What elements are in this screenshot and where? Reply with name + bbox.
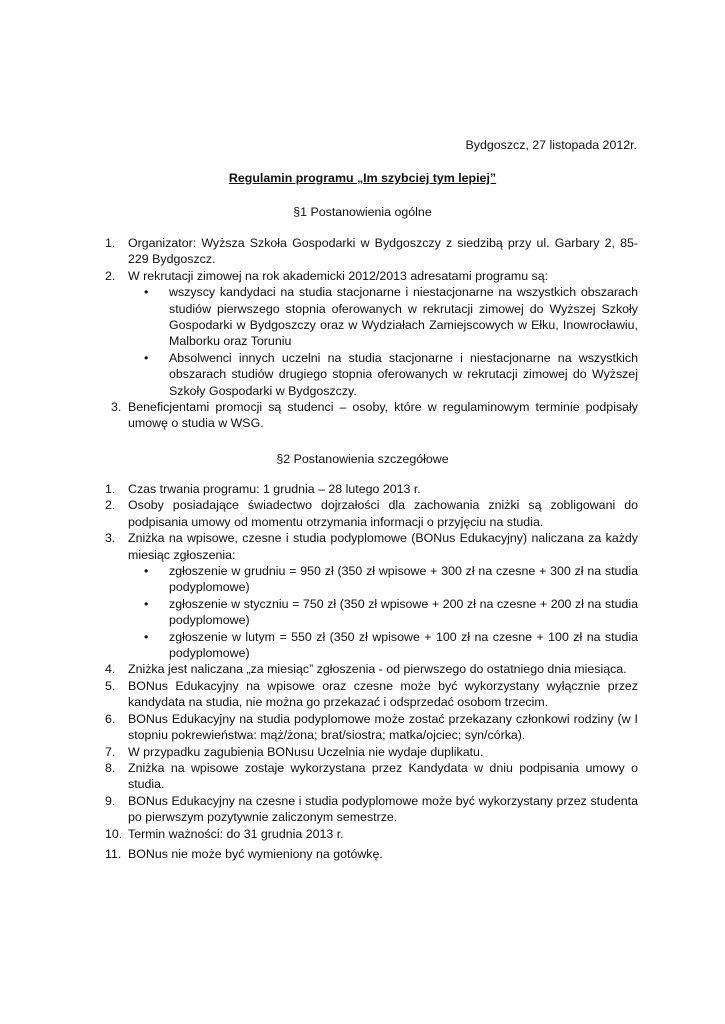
item-text: Organizator: Wyższa Szkoła Gospodarki w Bydgoszczy z siedzibą przy ul. Garbary 2, 85-229 Bydgoszcz. — [128, 236, 638, 267]
item-number: 11. — [105, 846, 122, 861]
item-text: Zniżka na wpisowe, czesne i studia podyplomowe (BONus Edukacyjny) naliczana za każdy miesiąc zgłoszenia: — [128, 531, 638, 562]
section-1-list — [105, 235, 638, 432]
bullet-item — [128, 629, 638, 662]
bullet-icon: • — [144, 564, 149, 579]
item-text: Czas trwania programu: 1 grudnia – 28 lutego 2013 r. — [128, 482, 421, 496]
item-text: BONus Edukacyjny na studia podyplomowe może zostać przekazany członkowi rodziny (w I stopniu pokrewieństwa: mąż/żona; brat/siostra; matka/ojciec; syn/córka). — [128, 711, 638, 743]
item-text: BONus Edukacyjny na wpisowe oraz czesne może być wykorzystany wyłącznie przez kandydata na studia, nie można go przekazać i odsprzedać osobom trzecim. — [128, 678, 638, 710]
item-number: 7. — [105, 744, 116, 759]
bullet-text: zgłoszenie w lutym = 550 zł (350 zł wpisowe + 100 zł na czesne + 100 zł na studia podyplomowe) — [169, 629, 638, 661]
bullet-item — [128, 350, 638, 399]
item-number: 3. — [111, 400, 122, 415]
item-text: BONus nie może być wymieniony na gotówkę. — [128, 846, 383, 861]
bullet-icon: • — [144, 285, 149, 300]
item-number: 4. — [105, 662, 116, 677]
item-number: 5. — [105, 678, 116, 693]
item-number: 2. — [105, 498, 116, 513]
bullet-item — [128, 563, 638, 596]
list-item — [105, 235, 638, 268]
item-text: Beneficjentami promocji są studenci – osoby, które w regulaminowym terminie podpisały umowę o studia w WSG. — [128, 400, 638, 431]
item-number: 3. — [105, 531, 116, 546]
list-item — [105, 481, 638, 497]
list-item — [105, 497, 638, 530]
item-number: 6. — [105, 711, 116, 726]
item-number: 2. — [105, 268, 116, 283]
list-item — [105, 661, 638, 677]
section-2-list — [105, 481, 638, 862]
list-item — [105, 826, 638, 842]
bullet-item — [128, 284, 638, 350]
item-text: W rekrutacji zimowej na rok akademicki 2012/2013 adresatami programu są: — [128, 268, 549, 283]
item-text: Termin ważności: do 31 grudnia 2013 r. — [128, 826, 344, 841]
item-number: 9. — [105, 793, 116, 808]
bullet-icon: • — [144, 350, 149, 365]
item-text: Zniżka na wpisowe zostaje wykorzystana przez Kandydata w dniu podpisania umowy o studia. — [128, 760, 638, 792]
list-item — [105, 744, 638, 760]
list-item — [105, 846, 638, 862]
item-text: Zniżka jest naliczana „za miesiąc” zgłoszenia - od pierwszego do ostatniego dnia miesiąca. — [128, 662, 627, 677]
bullet-list — [128, 284, 638, 399]
item-number: 10. — [105, 826, 123, 841]
item-number: 1. — [105, 236, 116, 250]
item-text: Osoby posiadające świadectwo dojrzałości dla zachowania zniżki są zobligowani do podpisania umowy od momentu otrzymania informacji o przyjęciu na studia. — [128, 498, 638, 529]
bullet-text: zgłoszenie w styczniu = 750 zł (350 zł wpisowe + 200 zł na czesne + 200 zł na studia podyplomowe) — [169, 596, 638, 628]
list-item — [105, 678, 638, 711]
bullet-text: Absolwenci innych uczelni na studia stacjonarne i niestacjonarne na wszystkich obszarach studiów drugiego stopnia oferowanych w rekrutacji zimowej do Wyższej Szkoły Gospodarki w Bydgoszczy. — [169, 350, 638, 398]
item-number: 8. — [105, 760, 116, 775]
document-title: Regulamin programu „Im szybciej tym lepiej” — [228, 171, 497, 185]
bullet-item — [128, 596, 638, 629]
list-item — [105, 793, 638, 826]
section-1-heading: §1 Postanowienia ogólne — [293, 205, 432, 219]
section-2-heading: §2 Postanowienia szczegółowe — [276, 452, 449, 466]
document-date: Bydgoszcz, 27 listopada 2012r. — [465, 138, 637, 152]
list-item — [105, 399, 638, 432]
list-item — [105, 760, 638, 793]
bullet-icon: • — [144, 629, 149, 644]
list-item — [105, 711, 638, 744]
item-number: 1. — [105, 482, 116, 496]
bullet-list — [128, 563, 638, 661]
list-item — [105, 530, 638, 661]
item-text: W przypadku zagubienia BONusu Uczelnia nie wydaje duplikatu. — [128, 744, 484, 759]
bullet-icon: • — [144, 596, 149, 611]
bullet-text: zgłoszenie w grudniu = 950 zł (350 zł wpisowe + 300 zł na czesne + 300 zł na studia podyplomowe) — [169, 564, 638, 595]
item-text: BONus Edukacyjny na czesne i studia podyplomowe może być wykorzystany przez studenta po pierwszym pozytywnie zaliczonym semestrze. — [128, 793, 638, 825]
list-item — [105, 268, 638, 399]
bullet-text: wszyscy kandydaci na studia stacjonarne i niestacjonarne na wszystkich obszarach studiów pierwszego stopnia oferowanych w rekrutacji zimowej do Wyższej Szkoły Gospodarki w Bydgoszczy oraz w Wydziałach Zamiejscowych w Ełku, Inowrocławiu, Malborku oraz Toruniu — [169, 285, 638, 349]
